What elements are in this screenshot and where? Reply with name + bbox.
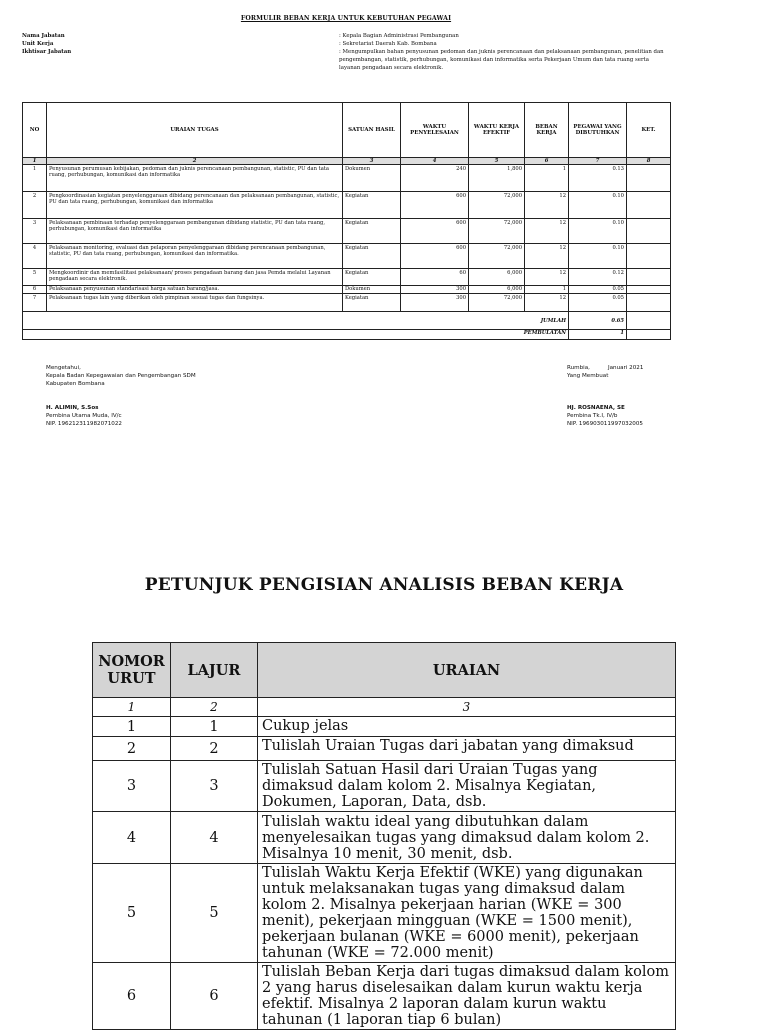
header-task: URAIAN TUGAS [47, 103, 343, 158]
cell-task: Mengkoordinir dan memfasilitasi pelaksanaan/ proses pengadaan barang dan jasa Pemda melalui Layanan pengadaan secara elektronik. [47, 269, 343, 286]
cell-load: 1 [525, 165, 569, 192]
guide-cell-no: 4 [93, 812, 171, 864]
cell-wke: 1,800 [469, 165, 525, 192]
cell-load: 12 [525, 244, 569, 269]
rounding-row [23, 330, 671, 340]
cell-unit: Kegiatan [343, 269, 401, 286]
sig-right-nip: NIP. 196903011997032005 [567, 421, 643, 427]
guide-cell-col: 1 [171, 717, 258, 737]
guide-row [93, 717, 676, 737]
cell-task: Pelaksanaan penyusunan standarisasi harga satuan barang/jasa. [47, 286, 343, 294]
index-cell: 8 [627, 158, 671, 165]
cell-load: 12 [525, 219, 569, 244]
guide-cell-col: 6 [171, 963, 258, 1030]
rounding-label: PEMBULATAN [23, 330, 569, 340]
cell-wke: 72,000 [469, 244, 525, 269]
rounding-value: 1 [569, 330, 627, 340]
sig-right-date: Januari 2021 [607, 365, 644, 371]
table-row [23, 192, 671, 219]
index-cell: 3 [258, 698, 676, 717]
info-row-position [22, 32, 670, 40]
guide-cell-text: Tulislah waktu ideal yang dibutuhkan dalam menyelesaikan tugas yang dimaksud dalam kolom 2. Misalnya 10 menit, 30 menit, dsb. [258, 812, 676, 864]
form-info [22, 32, 670, 72]
guide-row [93, 963, 676, 1030]
guide-row [93, 864, 676, 963]
total-note [627, 312, 671, 330]
info-row-summary [22, 48, 670, 72]
cell-task: Penyusunan perumusan kebijakan, pedoman dan juknis perencanaan pembangunan, statistic, PU dan tata ruang, perhubungan, komunikasi dan informatika [47, 165, 343, 192]
cell-no: 5 [23, 269, 47, 286]
sig-left-name: H. ALIMIN, S.Sos [46, 405, 99, 411]
sig-right-place: Rumbia, [567, 365, 590, 371]
cell-no: 1 [23, 165, 47, 192]
cell-time: 300 [401, 294, 469, 312]
cell-staff: 0.12 [569, 269, 627, 286]
cell-time: 240 [401, 165, 469, 192]
cell-wke: 72,000 [469, 294, 525, 312]
table-row [23, 219, 671, 244]
cell-note [627, 244, 671, 269]
index-cell: 4 [401, 158, 469, 165]
guide-row [93, 737, 676, 761]
cell-time: 600 [401, 192, 469, 219]
cell-time: 600 [401, 244, 469, 269]
header-load: BEBAN KERJA [525, 103, 569, 158]
guide-cell-no: 6 [93, 963, 171, 1030]
guide-header-col: LAJUR [171, 643, 258, 698]
cell-unit: Dokumen [343, 286, 401, 294]
index-cell: 1 [93, 698, 171, 717]
cell-time: 60 [401, 269, 469, 286]
cell-task: Pengkoordinasian kegiatan penyelenggaraan dibidang perencanaan dan pelaksanaan pembangunan, statistic, PU dan tata ruang, perhubungan, komunikasi dan informatika [47, 192, 343, 219]
guide-cell-col: 4 [171, 812, 258, 864]
workload-table [22, 102, 671, 340]
cell-wke: 6,000 [469, 269, 525, 286]
sig-right-rank: Pembina Tk.I, IV/b [567, 413, 618, 419]
cell-note [627, 192, 671, 219]
cell-note [627, 165, 671, 192]
info-value: : Sekretariat Daerah Kab. Bombana [339, 41, 437, 47]
info-label: Ikhtisar Jabatan [22, 49, 72, 55]
header-no: NO [23, 103, 47, 158]
info-label: Nama Jabatan [22, 33, 65, 39]
cell-staff: 0.10 [569, 192, 627, 219]
cell-load: 12 [525, 192, 569, 219]
cell-wke: 72,000 [469, 192, 525, 219]
cell-staff: 0.10 [569, 244, 627, 269]
cell-staff: 0.05 [569, 294, 627, 312]
index-cell: 1 [23, 158, 47, 165]
table-row [23, 244, 671, 269]
cell-staff: 0.10 [569, 219, 627, 244]
guide-cell-no: 1 [93, 717, 171, 737]
guide-cell-text: Tulislah Waktu Kerja Efektif (WKE) yang digunakan untuk melaksanakan tugas yang dimaksud dalam kolom 2. Misalnya pekerjaan harian (WKE = 300 menit), pekerjaan mingguan (WKE = 1500 menit), pekerjaan bulanan (WKE = 6000 menit), pekerjaan tahunan (WKE = 72.000 menit) [258, 864, 676, 963]
cell-note [627, 269, 671, 286]
guide-header-row [93, 643, 676, 698]
index-cell: 3 [343, 158, 401, 165]
signature-right [567, 364, 643, 428]
sig-left-line1: Mengetahui, [46, 365, 81, 371]
guide-row [93, 812, 676, 864]
index-cell: 2 [171, 698, 258, 717]
cell-no: 2 [23, 192, 47, 219]
header-unit: SATUAN HASIL [343, 103, 401, 158]
cell-unit: Kegiatan [343, 244, 401, 269]
cell-unit: Kegiatan [343, 219, 401, 244]
total-row [23, 312, 671, 330]
guide-table [92, 642, 676, 1030]
sig-right-line1 [567, 364, 643, 372]
cell-load: 1 [525, 286, 569, 294]
index-row [23, 158, 671, 165]
table-row [23, 165, 671, 192]
index-cell: 7 [569, 158, 627, 165]
header-note: KET. [627, 103, 671, 158]
index-cell: 6 [525, 158, 569, 165]
cell-note [627, 286, 671, 294]
index-cell: 5 [469, 158, 525, 165]
cell-load: 12 [525, 294, 569, 312]
guide-cell-text: Tulislah Uraian Tugas dari jabatan yang dimaksud [258, 737, 676, 761]
guide-row [93, 761, 676, 812]
guide-header-desc: URAIAN [258, 643, 676, 698]
info-row-unit [22, 40, 670, 48]
cell-task: Pelaksanaan pembinaan terhadap penyelenggaraan pembangunan dibidang statistic, PU dan tata ruang, perhubungan, komunikasi dan informatika [47, 219, 343, 244]
guide-header-no: NOMOR URUT [93, 643, 171, 698]
info-value: : Mengumpulkan bahan penyusunan pedoman dan juknis perencanaan dan pelaksanaan pembangunan, penelitian dan pengembangan, statistik, perhubungan, komunikasi dan informatika serta Pekerjaan Umum dan tata ruang serta layanan pengadaan secara elektronik. [339, 49, 664, 71]
cell-time: 300 [401, 286, 469, 294]
cell-no: 4 [23, 244, 47, 269]
cell-task: Pelaksanaan tugas lain yang diberikan oleh pimpinan sesuai tugas dan fungsinya. [47, 294, 343, 312]
header-time: WAKTU PENYELESAIAN [401, 103, 469, 158]
table-row [23, 269, 671, 286]
sig-left-rank: Pembina Utama Muda, IV/c [46, 413, 122, 419]
guide-cell-text: Cukup jelas [258, 717, 676, 737]
cell-task: Pelaksanaan monitoring, evaluasi dan pelaporan penyelenggaraan dibidang perencanaan pembangunan, statistic, PU dan tata ruang, perhubungan, komunikasi dan informatika. [47, 244, 343, 269]
cell-no: 7 [23, 294, 47, 312]
rounding-note [627, 330, 671, 340]
table-row [23, 286, 671, 294]
sig-left-line2: Kepala Badan Kepegawaian dan Pengembangan SDM [46, 373, 196, 379]
cell-unit: Kegiatan [343, 192, 401, 219]
sig-left-line3: Kabupaten Bombana [46, 381, 105, 387]
cell-unit: Kegiatan [343, 294, 401, 312]
cell-note [627, 294, 671, 312]
guide-cell-text: Tulislah Beban Kerja dari tugas dimaksud dalam kolom 2 yang harus diselesaikan dalam kurun waktu kerja efektif. Misalnya 2 laporan dalam kurun waktu tahunan (1 laporan tiap 6 bulan) [258, 963, 676, 1030]
form-title: FORMULIR BEBAN KERJA UNTUK KEBUTUHAN PEGAWAI [240, 15, 452, 22]
guide-cell-col: 3 [171, 761, 258, 812]
guide-cell-no: 2 [93, 737, 171, 761]
header-staff: PEGAWAI YANG DIBUTUHKAN [569, 103, 627, 158]
guide-title: PETUNJUK PENGISIAN ANALISIS BEBAN KERJA [144, 575, 624, 595]
guide-cell-col: 2 [171, 737, 258, 761]
signature-left [46, 364, 196, 428]
cell-wke: 6,000 [469, 286, 525, 294]
cell-note [627, 219, 671, 244]
cell-load: 12 [525, 269, 569, 286]
cell-wke: 72,000 [469, 219, 525, 244]
info-label: Unit Kerja [22, 41, 54, 47]
guide-cell-no: 5 [93, 864, 171, 963]
table-row [23, 294, 671, 312]
cell-staff: 0.13 [569, 165, 627, 192]
sig-left-nip: NIP. 196212311982071022 [46, 421, 122, 427]
guide-index-row [93, 698, 676, 717]
sig-right-name: HJ. ROSNAENA, SE [567, 405, 625, 411]
total-value: 0.65 [569, 312, 627, 330]
cell-staff: 0.05 [569, 286, 627, 294]
cell-no: 6 [23, 286, 47, 294]
index-cell: 2 [47, 158, 343, 165]
header-wke: WAKTU KERJA EFEKTIF [469, 103, 525, 158]
cell-no: 3 [23, 219, 47, 244]
table-header-row [23, 103, 671, 158]
total-label: JUMLAH [23, 312, 569, 330]
info-value: : Kepala Bagian Administrasi Pembangunan [339, 33, 459, 39]
cell-time: 600 [401, 219, 469, 244]
cell-unit: Dokumen [343, 165, 401, 192]
sig-right-line2: Yang Membuat [567, 373, 609, 379]
guide-cell-col: 5 [171, 864, 258, 963]
guide-cell-no: 3 [93, 761, 171, 812]
guide-cell-text: Tulislah Satuan Hasil dari Uraian Tugas yang dimaksud dalam kolom 2. Misalnya Kegiatan, Dokumen, Laporan, Data, dsb. [258, 761, 676, 812]
